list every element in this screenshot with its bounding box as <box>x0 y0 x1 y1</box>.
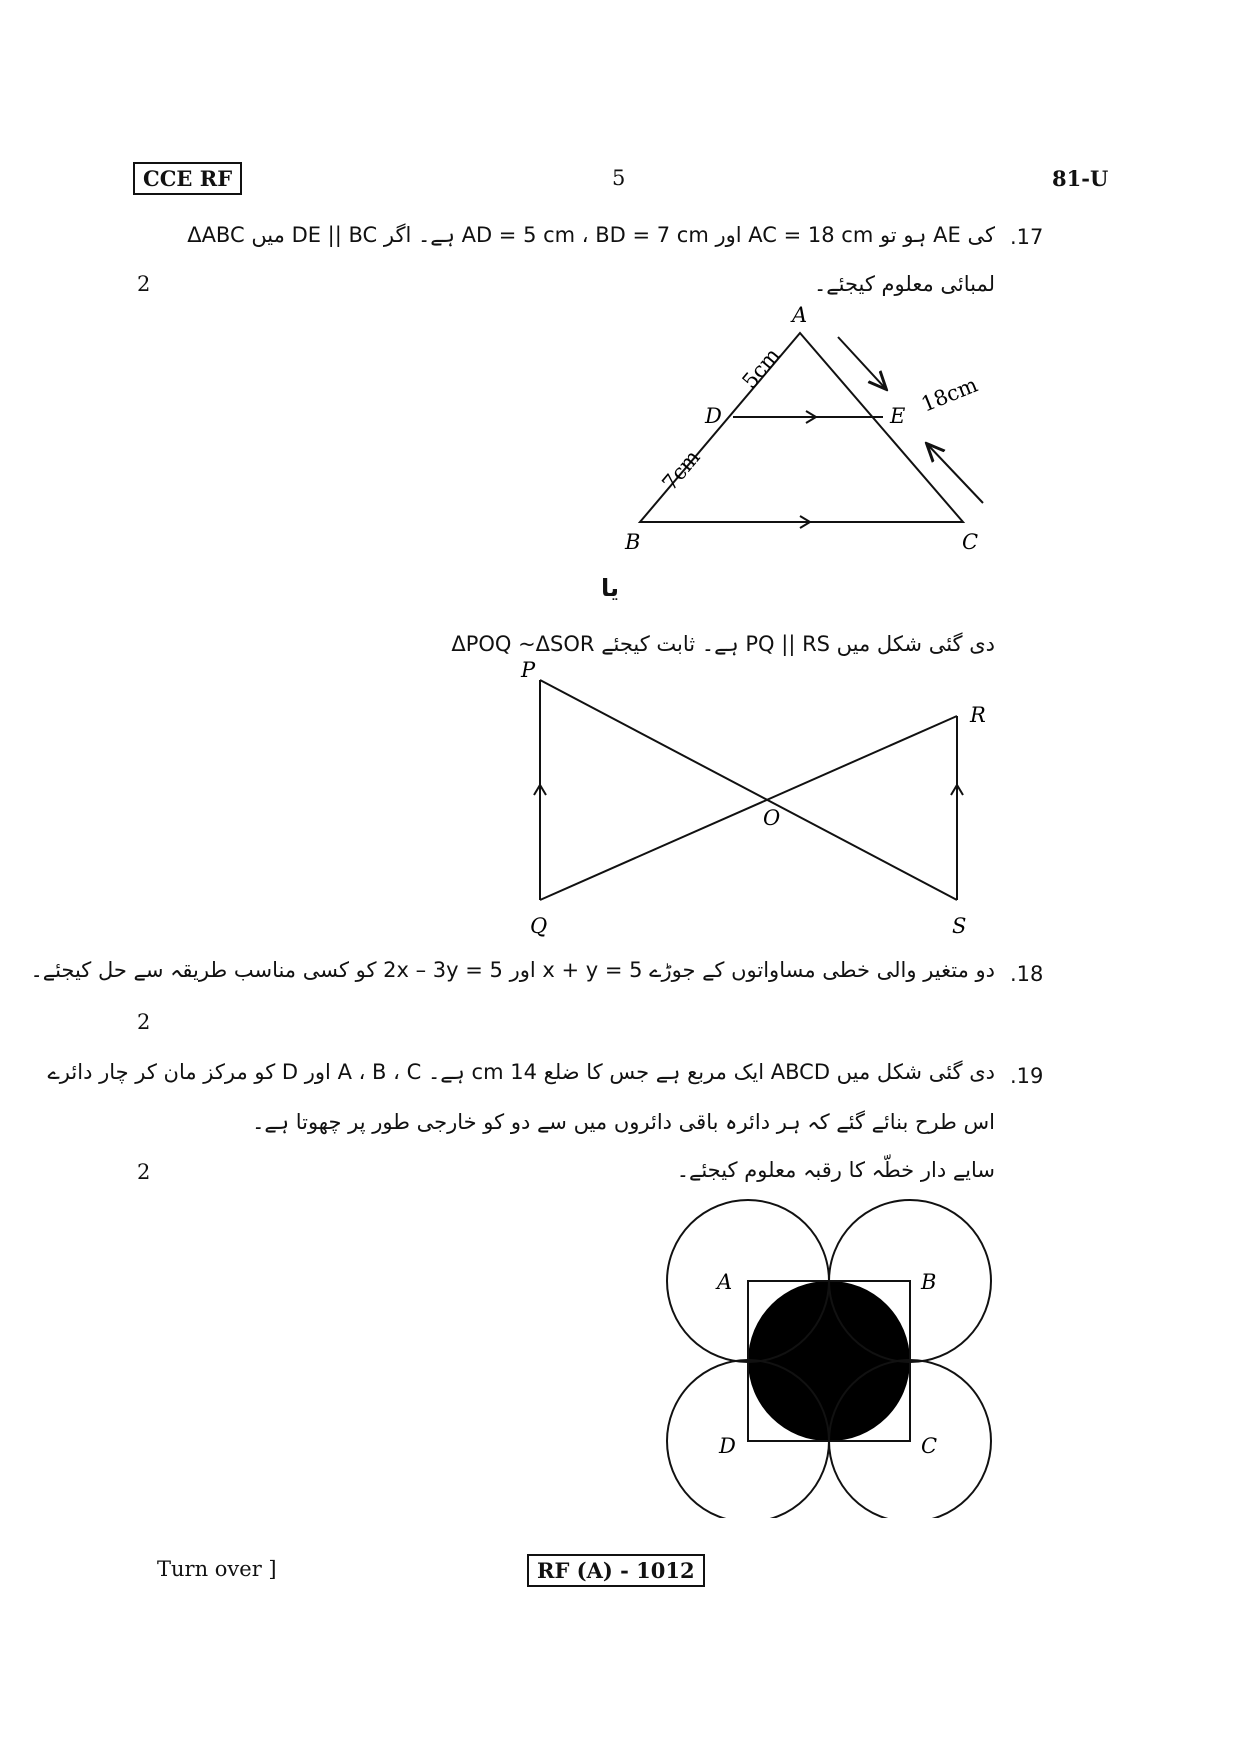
arrow-ae <box>838 337 885 388</box>
label-ad: 5cm <box>737 343 785 394</box>
segment-qr <box>540 716 957 900</box>
triangle-abc-figure <box>600 295 1020 565</box>
label-r: R <box>970 703 986 727</box>
question-19-number: .19 <box>1010 1064 1044 1088</box>
header-box <box>133 162 242 195</box>
bowtie-figure <box>515 655 995 940</box>
shaded-region <box>748 1281 910 1441</box>
footer-code: RF (A) - 1012 <box>537 1558 695 1583</box>
paper-code: 81-U <box>1052 166 1109 191</box>
header-left-label: CCE RF <box>143 166 233 191</box>
page-number: 5 <box>612 166 626 190</box>
label-p: P <box>521 658 536 682</box>
question-18-number: .18 <box>1010 962 1044 986</box>
turn-over-text: Turn over ] <box>157 1557 277 1581</box>
question-17-marks: 2 <box>137 272 151 296</box>
question-19-line2: اس طرح بنائے گئے کہ ہر دائرہ باقی دائروں میں سے دو کو خارجی طور پر چھوتا ہے۔ <box>252 1110 995 1134</box>
segment-ps <box>540 680 957 900</box>
label-s: S <box>952 914 967 938</box>
label-c: C <box>962 530 979 554</box>
question-19-line3: سایے دار خطّہ کا رقبہ معلوم کیجئے۔ <box>676 1158 995 1182</box>
label-o: O <box>763 806 781 830</box>
circle-label-a: A <box>717 1270 733 1294</box>
label-d: D <box>705 404 722 428</box>
label-e: E <box>890 404 906 428</box>
question-19-line1: دی گئی شکل میں ABCD ایک مربع ہے جس کا ضلع 14 cm ہے۔ A ، B ، C اور D کو مرکز مان کر چار دائرے <box>47 1060 995 1084</box>
label-ac: 18cm <box>917 372 982 417</box>
question-18-text: دو متغیر والی خطی مساواتوں کے جوڑے x + y = 5 اور 2x – 3y = 5 کو کسی مناسب طریقہ سے حل کیجئے۔ <box>30 958 995 982</box>
triangle-abc <box>640 333 963 522</box>
label-q: Q <box>530 914 548 938</box>
label-b: B <box>625 530 641 554</box>
footer-code-box <box>527 1554 705 1587</box>
label-bd: 7cm <box>657 445 705 496</box>
question-17-number: .17 <box>1010 225 1044 249</box>
question-17-alt: دی گئی شکل میں PQ || RS ہے۔ ثابت کیجئے ΔPOQ ~ΔSOR <box>451 632 995 656</box>
arrow-ce <box>928 445 983 503</box>
circle-label-d: D <box>719 1434 736 1458</box>
question-17-line1: ΔABC میں DE || BC ہے۔ اگر AD = 5 cm ، BD = 7 cm اور AC = 18 cm ہو تو AE کی <box>187 223 995 247</box>
question-19-marks: 2 <box>137 1160 151 1184</box>
label-a: A <box>792 303 808 327</box>
circle-label-b: B <box>921 1270 937 1294</box>
question-18-marks: 2 <box>137 1010 151 1034</box>
four-circles-figure <box>665 1198 995 1518</box>
question-17-line2: لمبائی معلوم کیجئے۔ <box>814 272 995 296</box>
or-label: یا <box>600 574 620 602</box>
circle-label-c: C <box>921 1434 938 1458</box>
